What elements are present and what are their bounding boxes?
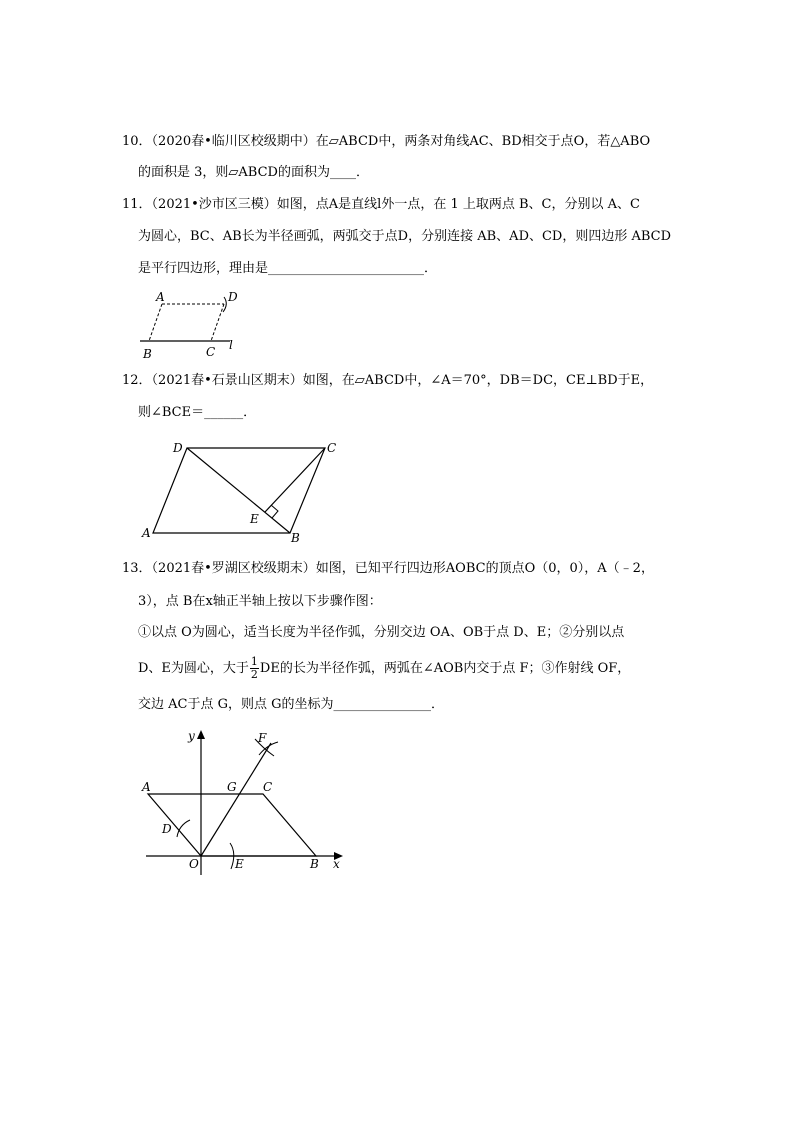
q11-label-d: D: [228, 290, 238, 304]
q13-frac-numerator: 1: [250, 655, 258, 668]
q12-line-2: 则∠BCE＝______．: [138, 405, 257, 420]
q11-label-b: B: [143, 347, 152, 361]
q13-label-x: x: [333, 857, 340, 871]
q12-line-1: 12．（2021春•石景山区期末）如图，在▱ABCD中，∠A＝70°，DB＝DC，CE⊥BD于E，: [122, 373, 654, 388]
q13-label-f: F: [258, 731, 267, 745]
q11-label-a: A: [156, 290, 165, 304]
q11-label-l: l: [229, 338, 233, 352]
q11-line-1: 11．（2021•沙市区三模）如图，点A是直线l外一点，在 1 上取两点 B、C，分别以 A、C: [122, 197, 640, 212]
q13-line-1: 13．（2021春•罗湖区校级期末）如图，已知平行四边形AOBC的顶点O（0，0），A（﹣2，: [122, 561, 654, 576]
q11-line-3: 是平行四边形，理由是________________________．: [138, 261, 438, 276]
q13-label-b: B: [310, 857, 319, 871]
q13-label-e: E: [235, 857, 244, 871]
q10-line-2: 的面积是 3，则▱ABCD的面积为____．: [138, 165, 369, 180]
q12-diagonal-db: [187, 448, 290, 533]
q13-line-3: ①以点 O为圆心，适当长度为半径作弧，分别交边 OA、OB于点 D、E；②分别以点: [138, 625, 625, 640]
q13-label-y: y: [188, 729, 195, 743]
q13-ray-of: [201, 743, 271, 856]
q12-segment-ce: [265, 448, 325, 512]
q13-label-c: C: [263, 780, 273, 794]
q13-line-4-end: DE的长为半径作弧，两弧在∠AOB内交于点 F；③作射线 OF，: [259, 661, 631, 676]
q13-line-4: [138, 656, 630, 681]
q13-line-5: 交边 AC于点 G，则点 G的坐标为_______________．: [138, 697, 445, 712]
q13-y-arrow: [197, 730, 205, 739]
q11-segment-ab: [149, 304, 162, 341]
q13-frac-denominator: 2: [250, 668, 258, 681]
q13-line-4-start: D、E为圆心，大于: [138, 661, 249, 676]
q13-label-g: G: [227, 780, 237, 794]
q12-label-d: D: [173, 441, 183, 455]
q12-label-c: C: [327, 441, 337, 455]
q12-right-angle: [271, 505, 278, 518]
q11-segment-cd: [211, 304, 224, 341]
q13-line-2: 3），点 B在x轴正半轴上按以下步骤作图：: [138, 594, 382, 609]
q13-label-a: A: [142, 780, 151, 794]
q13-arc-d: [177, 820, 190, 837]
q11-line-2: 为圆心，BC、AB长为半径画弧，两弧交于点D，分别连接 AB、AD、CD，则四边形 ABCD: [138, 229, 672, 244]
q12-label-b: B: [291, 531, 300, 545]
q12-figure: [138, 435, 348, 545]
q13-label-o: O: [189, 857, 199, 871]
q11-label-c: C: [206, 345, 216, 359]
q11-figure: [130, 285, 250, 365]
q12-label-e: E: [250, 512, 259, 526]
q10-line-1: 10．（2020春•临川区校级期中）在▱ABCD中，两条对角线AC、BD相交于点O，若△ABO: [122, 134, 651, 149]
q13-figure: [138, 725, 353, 880]
q13-label-d: D: [162, 822, 172, 836]
q13-fraction: [250, 656, 259, 681]
q12-label-a: A: [142, 526, 151, 540]
